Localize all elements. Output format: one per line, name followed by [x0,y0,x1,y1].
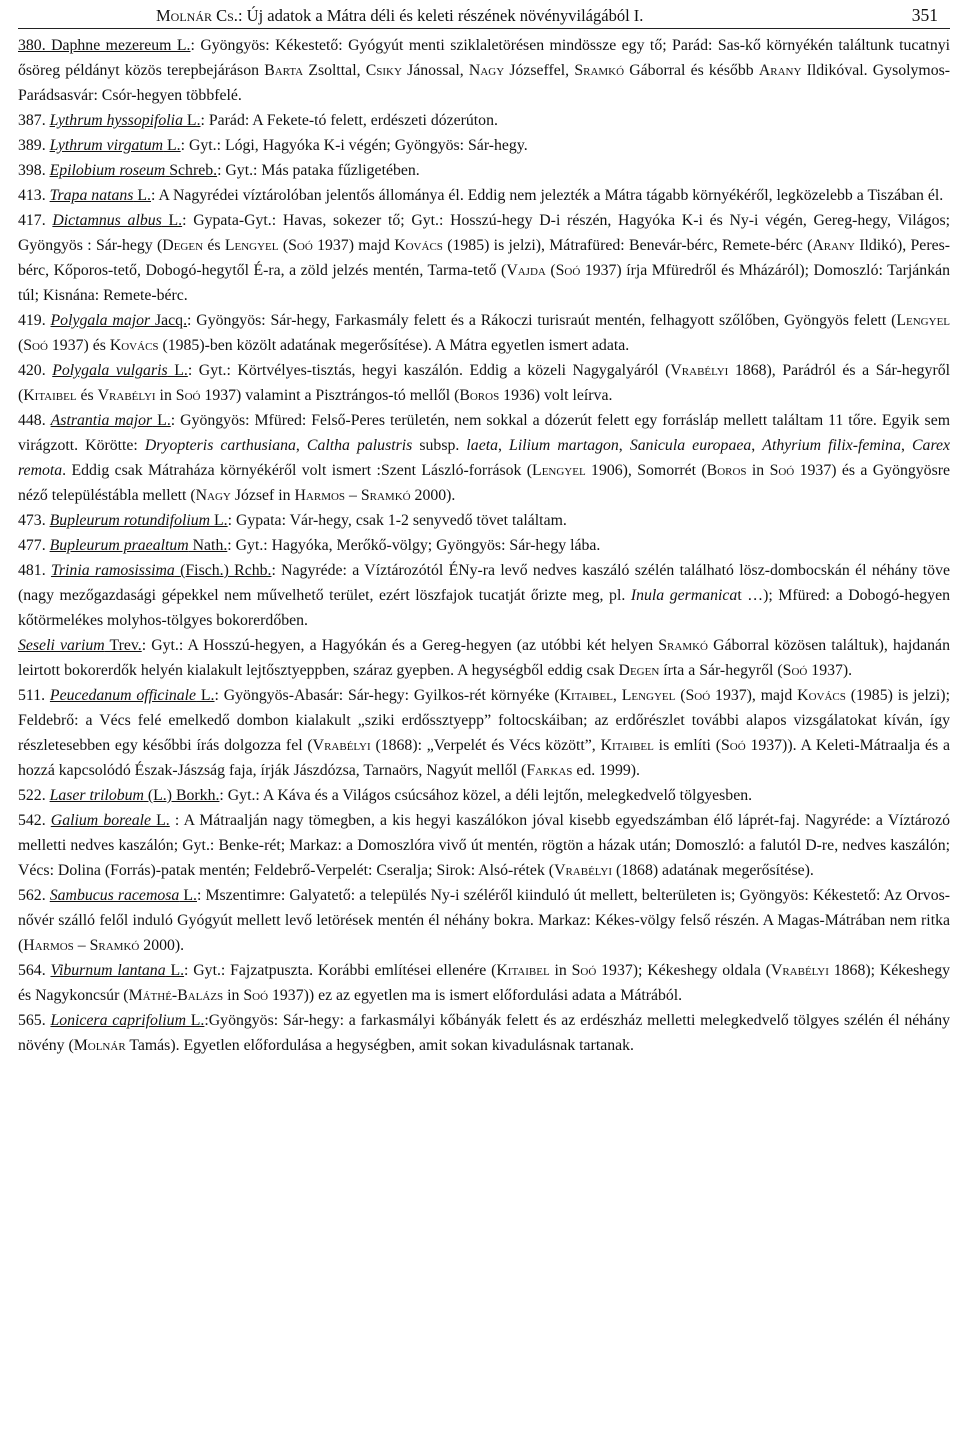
entry-text: (1985)-ben közölt adatának megerősítése). A Mátra egyetlen ismert adata. [158,337,630,354]
species-entry [18,558,954,633]
entry-text: : Gyöngyös-Abasár: Sár-hegy: Gyilkos-rét környéke ( [214,687,560,704]
species-entry [18,883,954,958]
entry-text: Arany [758,62,802,79]
entry-text: L. [210,512,228,529]
entry-text: is említi ( [653,737,721,754]
entry-text: Gáborral közösen találtuk), hajdanán leirtott bokorerdők helyén kialakult lejtősztyeppben, száraz gyepben. A hegységből eddig csak [18,637,954,679]
entry-text: ( [18,312,954,354]
entry-text: 398. [18,162,50,179]
entry-text: Polygala major [50,312,151,329]
entry-text: Bupleurum praealtum [49,537,189,554]
entry-text: : Gyt.: Lógi, Hagyóka K-i végén; Gyöngyös: Sár-hegy. [180,137,528,154]
entry-text: subsp. [412,437,467,454]
species-entry [18,308,954,358]
entry-text: :Gyöngyös: Sár-hegy: a farkasmályi kőbányák felett és az erdészház melletti melegkedvelő tölgyes szélén él néhány növény ( [18,1012,954,1054]
entry-text: , [612,687,622,704]
entry-text: 511. [18,687,50,704]
entry-text: (1985) is jelzi); Feldebrő: a Vécs felé emelkedő dombon kialakult „sziki erdőssztyepp” foltocskáiban; az erdőrészlet további alapos vizsgálatokat kíván, így részletesebben egy későbbi írás dolgozza fel ( [18,687,954,754]
entry-text: L. [167,362,188,379]
entry-text: 387. [18,112,50,129]
entry-text: írta a Sár-hegyről ( [659,662,783,679]
entry-text: Nagy [468,62,505,79]
entry-text: 420. [18,362,53,379]
entry-text: laeta [466,437,498,454]
entry-text: 448. [18,412,51,429]
species-entry [18,508,950,533]
entry-text: , [751,437,763,454]
entry-text: 481. [18,562,51,579]
entry-text: József in [230,487,295,504]
entry-text: Sambucus racemosa [49,887,180,904]
entry-text: . Eddig csak Mátraháza környékéről volt ismert :Szent László-források ( [62,462,533,479]
entry-text: t …); Mfüred: a Dobogó-hegyen kőtörmelékes molyhos-tölgyes bokorerdőben. [18,587,954,629]
entry-text: Máthé-Balázs [128,987,224,1004]
entry-text: ( [675,687,686,704]
entry-text: Farkas [526,762,573,779]
entry-text: Sramkó [574,62,625,79]
entry-text: (1868): „Verpelét és Vécs között”, [370,737,601,754]
entry-text: Trev. [104,637,142,654]
entry-text: Lonicera caprifolium [50,1012,186,1029]
entry-text: Boros [706,462,747,479]
entry-text: ed. 1999). [572,762,640,779]
species-entry [18,783,950,808]
entry-text: L. [196,687,215,704]
page-number: 351 [911,5,938,25]
entry-text: Lengyel [621,687,676,704]
entry-text: 1937) valamint a Pisztrángos-tó mellől ( [200,387,460,404]
entry-text: Lythrum virgatum [49,137,164,154]
entry-text: L. [161,212,183,229]
entry-text: 413. [18,187,50,204]
entry-text: Trinia ramosissima [50,562,175,579]
entry-text: 380. Daphne mezereum L. [18,37,191,54]
entry-text: Vrabélyi [670,362,729,379]
entry-text: Sramkó [89,937,140,954]
species-entry [18,183,950,208]
entry-text: 1868), Parádról és a Sár-hegyről ( [18,362,954,404]
entry-text: Laser trilobum [49,787,144,804]
species-entry [18,1008,954,1058]
species-entry [18,683,954,783]
entry-text: , [498,437,510,454]
entry-text: 1937) és a Gyöngyösre néző településtábla mellett ( [18,462,954,504]
entry-text: Csiky [365,62,402,79]
entry-text: Epilobium roseum [49,162,166,179]
species-entry [18,408,954,508]
entry-text: in [549,962,572,979]
entry-text: (Fisch.) Rchb. [174,562,272,579]
running-header [18,0,950,29]
header-author: Molnár Cs. [156,6,238,25]
species-entry [18,33,954,108]
entry-text: 477. [18,537,50,554]
entry-text: Peucedanum officinale [49,687,197,704]
entry-text: 542. [18,812,51,829]
entry-text: Jacq. [150,312,188,329]
entry-text: Inula germanica [630,587,738,604]
entry-text: Vrabélyi [312,737,371,754]
header-title: : Új adatok a Mátra déli és keleti részének növényvilágából I. [237,6,644,25]
entry-text: (1868) adatának megerősítése). [612,862,814,879]
species-entry [18,633,954,683]
entry-text: Harmos [23,937,74,954]
entry-text: Lilium martagon [509,437,619,454]
entry-text: Sanicula europaea [629,437,752,454]
entry-text: L. [133,187,151,204]
entry-text: (1985) is jelzi), Mátrafüred: Benevár-bérc, Remete-bérc ( [442,237,813,254]
entry-text: 1868); Kékeshegy és Nagykoncsúr ( [18,962,954,1004]
species-entry [18,808,954,883]
entry-text: Soó [685,687,711,704]
entry-text: Soó [243,987,269,1004]
entry-text: : Parád: A Fekete-tó felett, erdészeti dózerúton. [200,112,498,129]
entry-text: L. [165,962,185,979]
entry-text: : Gyt.: A Káva és a Világos csúcsához közel, a déli lejtőn, melegkedvelő tölgyesben. [219,787,753,804]
entry-text: és [203,237,225,254]
entry-text: – [73,937,90,954]
entry-text: : Nagyréde: a Víztározótól ÉNy-ra levő nedves kaszáló szélén található lösz-dombocskán él néhány töve (nagy mezőgazdasági gépekkel nem művelhető terület, ezért löszfajok tucatját őrizte meg, pl. [18,562,954,604]
entry-text: 1937)). A Keleti-Mátraalja és a hozzá kapcsolódó Észak-Jászság faja, írják Jászdózsa, Tarnaörs, Nagyút mellől ( [18,737,954,779]
entry-text: 1937). [807,662,853,679]
entry-text: Bupleurum rotundifolium [49,512,211,529]
entry-text: : Gyt.: Fajzatpuszta. Korábbi említései ellenére ( [184,962,497,979]
entry-text: Zsolttal, [303,62,366,79]
entry-text: 419. [18,312,51,329]
entry-text: : Mszentimre: Galyatető: a település Ny-i széléről kiinduló út mellett, belterületen is; Gyöngyös: Kékestető: Az Orvos-nővér szálló felől induló Gyógyút mellett levő letörések mentén él néhány bokra. Markaz: Kékes-völgy felső részén. A Magas-Mátrában nem ritka ( [18,887,954,954]
entry-text: L. [182,112,201,129]
entry-text: Kovács [797,687,846,704]
entry-text: Nagy [195,487,231,504]
entry-text: 473. [18,512,50,529]
entry-text: Soó [571,962,597,979]
entry-text: in [155,387,176,404]
entry-text: Vrabélyi [97,387,156,404]
entry-text: : Gyöngyös: Kékestető: Gyógyút menti sziklaletörésen mindössze egy tő; Parád: Sas-kő környékén találtunk tucatnyi ősöreg példányt közös terepbejáráson [18,37,954,79]
species-entry [18,208,954,308]
entry-text: Astrantia major [50,412,153,429]
entry-text: Lythrum hyssopifolia [49,112,183,129]
entry-text: , [900,437,913,454]
entry-text: L. [152,412,171,429]
entry-text: Polygala vulgaris [52,362,168,379]
entry-text: Soó [288,237,313,254]
entry-text: Kitaibel [600,737,654,754]
entry-text: : Gyt.: Hagyóka, Merőkő-völgy; Gyöngyös: Sár-hegy lába. [227,537,601,554]
entry-text: Vajda [506,262,546,279]
entry-text: L. [151,812,170,829]
entry-text: Seseli varium [18,637,105,654]
entry-text: Arany [812,237,855,254]
entry-text: Soó [23,337,48,354]
entry-text: : Gyöngyös: Sár-hegy, Farkasmály felett és a Rákoczi turisraút mentén, felhagyott szőlőben, Gyöngyös felett ( [187,312,897,329]
entry-text: : A Nagyrédei víztárolóban jelentős állománya él. Eddig nem jelezték a Mátra tágabb környékéről, legközelebb a Tiszában él. [151,187,944,204]
species-entry [18,158,950,183]
entry-text: Sramkó [658,637,709,654]
entry-text: 1937); Kékeshegy oldala ( [596,962,771,979]
entry-text: ( [278,237,289,254]
entry-text: 1937) majd [312,237,395,254]
entry-text: Ildikóval. Gysolymos-Parádsasvár: Csór-hegyen többfelé. [18,62,950,104]
entry-text: Carex remota [18,437,954,479]
entry-text: in [223,987,244,1004]
entry-text: ( [545,262,556,279]
entry-text: Soó [555,262,581,279]
entry-text: : Gyt.: A Hosszú-hegyen, a Hagyókán és a Gereg-hegyen (az utóbbi két helyen [141,637,659,654]
entry-text: Kovács [394,237,443,254]
entry-text: Degen [162,237,204,254]
species-entry [18,108,950,133]
entry-text: Degen [618,662,660,679]
species-entry [18,533,950,558]
entry-text: 1937) és [47,337,110,354]
entry-text: Kovács [109,337,159,354]
entry-text: Lengyel [532,462,586,479]
entry-text: 2000). [410,487,456,504]
entry-text: 417. [18,212,53,229]
entry-text: Soó [175,387,201,404]
entry-text: Kitaibel [23,387,77,404]
entry-text: L. [179,887,197,904]
entry-text: L. [185,1012,205,1029]
entry-text: : Gyt.: Más pataka fűzligetében. [217,162,420,179]
entry-text: Sramkó [360,487,411,504]
entry-text: : Gypata: Vár-hegy, csak 1-2 senyvedő tövet találtam. [227,512,567,529]
entry-text: Vrabélyi [770,962,829,979]
entry-text: 389. [18,137,50,154]
species-entry [18,133,950,158]
entry-text: és [76,387,98,404]
entry-text: Tamás). Egyetlen előfordulása a hegységben, amit sokan kivadulásnak tartanak. [125,1037,634,1054]
entry-text: Caltha palustris [306,437,413,454]
entry-text: Jánossal, [401,62,469,79]
entry-text: : Gypata-Gyt.: Havas, sokezer tő; Gyt.: Hosszú-hegy D-i részén, Hagyóka K-i és Ny-i végén, Gereg-hegy, Világos; Gyöngyös : Sár-hegy ( [18,212,954,254]
entry-text: , [618,437,630,454]
entry-text: 522. [18,787,50,804]
entry-text: 1937), majd [710,687,798,704]
entry-text: : Gyt.: Körtvélyes-tisztás, hegyi kaszálón. Eddig a közeli Nagygalyáról ( [187,362,671,379]
species-entry [18,958,954,1008]
entry-text: Dryopteris carthusiana [144,437,296,454]
species-list [18,33,954,1058]
entry-text: Trapa natans [49,187,134,204]
entry-text: – [345,487,361,504]
entry-text: Vrabélyi [554,862,613,879]
entry-text: Soó [782,662,808,679]
entry-text: Dictamnus albus [52,212,162,229]
entry-text: Lengyel [896,312,951,329]
entry-text: (L.) Borkh. [143,787,220,804]
entry-text: Harmos [294,487,346,504]
entry-text: 1906), Somorrét ( [585,462,707,479]
entry-text: Józseffel, [504,62,575,79]
entry-text: : A Mátraalján nagy tömegben, a kis hegyi kaszálókon jóval kisebb egyedszámban élő láprét-faj. Nagyréde: a Víztározó melletti nedves kaszálón; Gyt.: Benke-rét; Markaz: a Domoszlóra vivő út mentén, rögtön a házak után; Domoszló: a falutól D-re, nedves kaszálón; Vécs: Dolina (Forrás)-patak mentén; Feldebrő-Verpelét: Cseralja; Sirok: Alsó-rétek ( [18,812,954,879]
entry-text: , [295,437,307,454]
running-title [156,5,643,27]
entry-text: Nath. [188,537,228,554]
entry-text: : Gyöngyös: Mfüred: Felső-Peres területén, nem sokkal a dózerút felett egy forrásláp mellett találtam 11 tőre. Egyik sem virágzott. Körötte: [18,412,954,454]
entry-text: in [746,462,770,479]
entry-text: 1937) írja Mfüredről és Mházáról); Domoszló: Tarjánkán túl; Kisnána: Remete-bérc. [18,262,954,304]
entry-text: 564. [18,962,51,979]
entry-text: 1936) volt leírva. [499,387,613,404]
entry-text: 1937)) ez az egyetlen ma is ismert előfordulási adata a Mátrából. [268,987,683,1004]
entry-text: Soó [720,737,746,754]
entry-text: Kitaibel [496,962,550,979]
entry-text: Gáborral és később [624,62,759,79]
entry-text: 565. [18,1012,51,1029]
entry-text: L. [163,137,181,154]
entry-text: Kitaibel [559,687,613,704]
entry-text: Athyrium filix-femina [762,437,901,454]
entry-text: Schreb. [165,162,218,179]
entry-text: 2000). [139,937,185,954]
entry-text: 562. [18,887,50,904]
entry-text: Viburnum lantana [50,962,166,979]
entry-text: Galium boreale [50,812,152,829]
entry-text: Molnár [73,1037,126,1054]
species-entry [18,358,954,408]
entry-text: Soó [769,462,795,479]
entry-text: Ildikó), Peres-bérc, Kőporos-tető, Dobogó-hegytől É-ra, a zöld jelzés mentén, Tarma-tető ( [18,237,950,279]
entry-text: Lengyel [224,237,279,254]
entry-text: Barta [264,62,304,79]
entry-text: Boros [459,387,500,404]
